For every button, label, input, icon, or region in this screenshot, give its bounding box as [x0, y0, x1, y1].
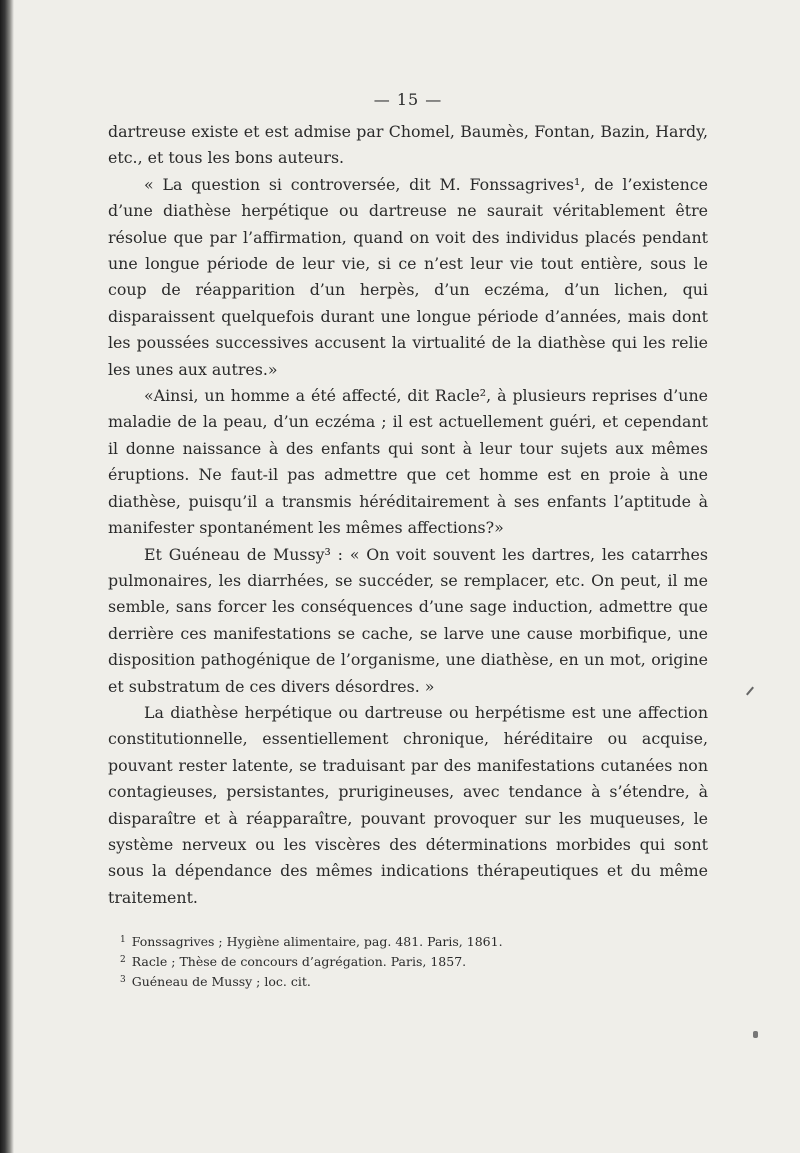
paragraph-5-definition: La diathèse herpétique ou dartreuse ou herpétisme est une affection constitutionnelle, essentiellement chronique, héréditaire ou acquise, pouvant rester latente, se traduisant par des manifestations cutanées non contagieuses, persistantes, prurigineuses, avec tendance à s’étendre, à disparaître et à réapparaître, pouvant provoquer sur les muqueuses, le système nerveux ou les viscères des déterminations morbides qui sont sous la dépendance des mêmes indications thérapeutiques et du même traitement.	[108, 702, 708, 907]
paragraph-4-quote-gueneau: Et Guéneau de Mussy³ : « On voit souvent les dartres, les catarrhes pulmonaires, les diarrhées, se succéder, se remplacer, etc. On peut, il me semble, sans forcer les conséquences d’une sage induction, admettre que derrière ces manifestations se cache, se larve une cause morbifique, une disposition pathogénique de l’organisme, une diathèse, en un mot, origine et substratum de ces divers désordres. »	[108, 544, 708, 696]
paragraph-1: dartreuse existe et est admise par Chomel, Baumès, Fontan, Bazin, Hardy, etc., et tous les bons auteurs.	[108, 122, 708, 168]
footnote-text: Racle ; Thèse de concours d’agrégation. Paris, 1857.	[131, 954, 467, 970]
footnote-text: Guéneau de Mussy ; loc. cit.	[131, 974, 311, 990]
pencil-mark	[746, 687, 754, 696]
footnote-text: Fonssagrives ; Hygiène alimentaire, pag. 481. Paris, 1861.	[131, 934, 503, 950]
footnote-marker: 3	[120, 975, 126, 986]
page-number: — 15 —	[373, 90, 443, 109]
paragraph-2-quote-fonssagrives: « La question si controversée, dit M. Fonssagrives¹, de l’existence d’une diathèse herpétique ou dartreuse ne saurait véritablement être résolue que par l’affirmation, quand on voit des individus placés pendant une longue période de leur vie, si ce n’est leur vie tout entière, sous le coup de réapparition d’un herpès, d’un eczéma, d’un lichen, qui disparaissent quelquefois durant une longue période d’années, mais dont les poussées successives accusent la virtualité de la diathèse qui les relie les unes aux autres.»	[108, 174, 708, 379]
ink-dot	[753, 1031, 758, 1038]
document-page	[108, 90, 708, 991]
footnote-1	[108, 931, 708, 951]
footnote-marker: 2	[120, 955, 126, 966]
paragraph-3-quote-racle: «Ainsi, un homme a été affecté, dit Racle², à plusieurs reprises d’une maladie de la peau, d’un eczéma ; il est actuellement guéri, et cependant il donne naissance à des enfants qui sont à leur tour sujets aux mêmes éruptions. Ne faut-il pas admettre que cet homme est en proie à une diathèse, puisqu’il a transmis héréditairement à ses enfants l’aptitude à manifester spontanément les mêmes affections?»	[108, 386, 708, 538]
footnote-3	[108, 971, 708, 991]
footnote-marker: 1	[120, 935, 126, 946]
book-binding-edge	[0, 0, 14, 1153]
footnote-2	[108, 951, 708, 971]
footnotes	[108, 931, 708, 991]
